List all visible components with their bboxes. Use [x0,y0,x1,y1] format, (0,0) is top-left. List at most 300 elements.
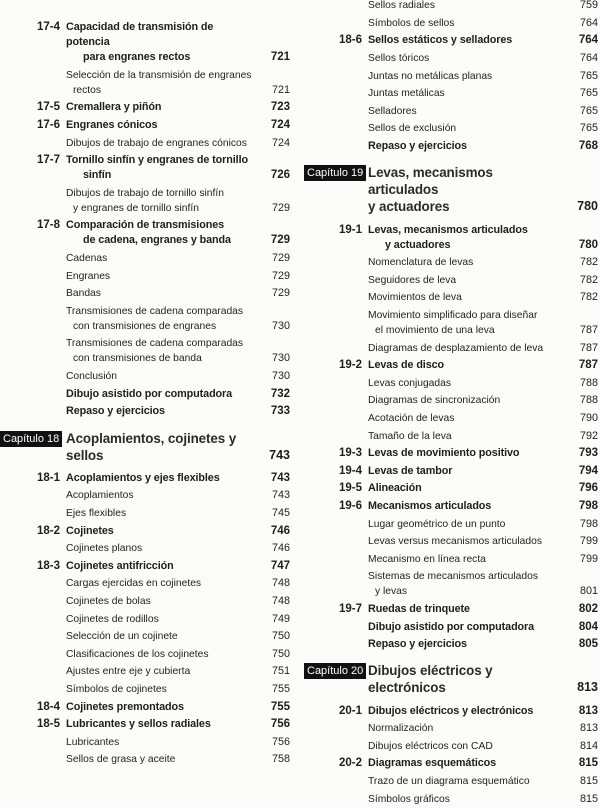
section-number [302,721,368,736]
entry-title-line: Tornillo sinfín y engranes de tornillo [66,154,248,167]
toc-subentry[interactable] [0,610,290,628]
page-number: 796 [578,482,598,495]
toc-subentry[interactable] [0,575,290,593]
entry-title-line: Trazo de un diagrama esquemático [368,776,530,788]
toc-subentry[interactable] [0,303,290,336]
section-number [302,69,368,84]
entry-title-line: Dibujos de trabajo de engranes cónicos [66,137,247,149]
page-number: 787 [579,341,598,354]
entry-title [368,308,564,338]
toc-section-entry[interactable] [0,117,290,135]
section-number [0,251,66,266]
toc-section-entry[interactable] [302,618,598,636]
page-number: 729 [271,287,290,300]
section-number: 17-5 [36,101,60,114]
section-number: 18-2 [36,524,60,537]
page-number: 729 [271,201,290,214]
entry-title [66,559,256,574]
toc-subentry[interactable] [302,120,598,138]
section-number [0,186,66,216]
toc-subentry[interactable] [0,285,290,303]
toc-subentry[interactable] [0,733,290,751]
page-number: 799 [579,552,598,565]
toc-subentry[interactable] [302,307,598,340]
page-number: 743 [270,471,290,484]
section-number [302,86,368,101]
page-number: 787 [578,359,598,372]
chapter-label: Capítulo 20 [304,663,366,679]
entry-title-line: Engranes [66,270,111,282]
toc-section-entry[interactable] [302,445,598,463]
section-number [302,0,368,13]
page-number: 765 [579,87,598,100]
entry-title-continuation: para engranes rectos [83,51,191,64]
toc-section-entry[interactable] [302,498,598,516]
entry-title-line: Ajustes entre eje y cubierta [66,666,191,678]
entry-title [368,104,564,119]
entry-title [368,481,564,496]
entry-title [66,218,256,248]
toc-section-entry[interactable] [302,601,598,619]
entry-title-continuation: sinfín [83,169,112,182]
section-number: 19-4 [338,464,362,477]
toc-section-entry[interactable] [302,32,598,50]
page-number: 801 [579,585,598,598]
toc-subentry[interactable] [302,410,598,428]
section-number [0,136,66,151]
entry-title [368,534,564,549]
toc-subentry[interactable] [302,289,598,307]
entry-title-continuation: y engranes de tornillo sinfín [73,202,199,214]
chapter-heading[interactable] [302,662,598,696]
entry-title-line: Juntas metálicas [368,88,445,100]
entry-title [368,223,564,253]
entry-title [66,629,256,644]
page-number: 721 [270,51,290,64]
toc-section-entry[interactable] [302,636,598,654]
entry-title [66,735,256,750]
page-number: 782 [579,273,598,286]
page-number: 765 [579,122,598,135]
entry-title-line: Sellos radiales [368,0,435,12]
toc-subentry[interactable] [0,681,290,699]
entry-title [368,290,564,305]
section-number [0,286,66,301]
toc-subentry[interactable] [0,267,290,285]
entry-title [368,756,564,771]
section-number [0,594,66,609]
section-number [0,541,66,556]
entry-title-line: Conclusión [66,371,117,383]
toc-subentry[interactable] [302,50,598,68]
entry-title [368,255,564,270]
toc-subentry[interactable] [302,533,598,551]
entry-title [368,376,564,391]
section-number [302,637,368,652]
entry-title [66,524,256,539]
section-number [0,404,66,419]
toc-subentry[interactable] [0,593,290,611]
entry-title [368,429,564,444]
section-number [0,612,66,627]
entry-title-line: Dibujo asistido por computadora [66,387,233,400]
entry-title-line: Cadenas [66,253,108,265]
entry-title-line: Acoplamientos [66,490,134,502]
section-number: 19-1 [338,223,362,236]
entry-title-line: Tamaño de la leva [368,430,452,442]
entry-title-line: Sellos estáticos y selladores [368,34,513,47]
toc-section-entry[interactable] [0,217,290,250]
toc-subentry[interactable] [302,773,598,791]
entry-title-continuation: el movimiento de una leva [375,325,495,337]
section-number [302,376,368,391]
entry-title-line: Cojinetes de bolas [66,595,151,607]
section-number: 17-8 [36,219,60,232]
entry-title-line: Cojinetes [66,524,114,537]
entry-title [368,662,564,696]
section-number: 18-6 [338,34,362,47]
page-number: 787 [579,324,598,337]
toc-right-column [302,0,598,808]
page-number: 813 [579,722,598,735]
toc-section-entry[interactable] [0,557,290,575]
page-number: 749 [271,612,290,625]
entry-title [66,269,256,284]
toc-section-entry[interactable] [0,152,290,185]
page-number: 721 [271,83,290,96]
toc-section-entry[interactable] [0,385,290,403]
section-number [302,104,368,119]
toc-section-entry[interactable] [0,470,290,488]
toc-section-entry[interactable] [302,480,598,498]
chapter-label: Capítulo 19 [304,165,366,181]
page-number: 746 [271,542,290,555]
entry-title [368,446,564,461]
toc-subentry[interactable] [0,487,290,505]
entry-title-line: Levas conjugadas [368,377,452,389]
toc-section-entry[interactable] [302,702,598,720]
page-number: 768 [578,140,598,153]
entry-title-line: Bandas [66,288,101,300]
section-number [302,411,368,426]
toc-subentry[interactable] [0,335,290,368]
toc-subentry[interactable] [302,720,598,738]
section-number [302,534,368,549]
section-number [0,506,66,521]
entry-title-line: Levas, mecanismos articulados [368,165,493,198]
toc-subentry[interactable] [0,628,290,646]
entry-title-line: Cojinetes planos [66,543,143,555]
entry-title [66,576,256,591]
section-number [0,336,66,366]
page-number: 756 [271,735,290,748]
toc-subentry[interactable] [0,645,290,663]
entry-title [368,16,564,31]
entry-title [368,411,564,426]
section-number [302,552,368,567]
entry-title-line: Levas de disco [368,359,445,372]
page-number: 723 [270,101,290,114]
entry-title-line: Capacidad de transmisión de potencia [66,21,214,49]
page-number: 730 [271,370,290,383]
page-number: 729 [271,252,290,265]
entry-title-line: Nomenclatura de levas [368,257,474,269]
toc-section-entry[interactable] [0,522,290,540]
entry-title-line: Movimientos de leva [368,292,462,304]
section-number [0,576,66,591]
entry-title-line: Normalización [368,723,434,735]
entry-title [368,358,564,373]
section-number [0,752,66,767]
page-number: 788 [579,376,598,389]
entry-title-line: Cojinetes antifricción [66,559,174,572]
entry-title-line: Sellos de exclusión [368,123,457,135]
entry-title-line: Acoplamientos, cojinetes y sellos [66,430,237,463]
entry-title-line: Engranes cónicos [66,119,158,132]
section-number: 19-3 [338,447,362,460]
section-number [302,273,368,288]
entry-title [368,69,564,84]
entry-title-line: Levas, mecanismos articulados [368,223,528,236]
page-number: 724 [271,136,290,149]
section-number [302,255,368,270]
entry-title-line: Sistemas de mecanismos articulados [368,571,538,583]
entry-title-line: Repaso y ejercicios [368,140,467,153]
page-number: 793 [578,447,598,460]
page-number: 730 [271,352,290,365]
entry-title [66,717,256,732]
entry-title-line: Acoplamientos y ejes flexibles [66,471,220,484]
entry-title [66,68,256,98]
toc-subentry[interactable] [0,67,290,100]
entry-title [368,164,564,215]
section-number [0,269,66,284]
entry-title-line: Levas de tambor [368,464,453,477]
page-number: 756 [270,718,290,731]
section-number [0,488,66,503]
entry-title-line: Sellos de grasa y aceite [66,754,176,766]
toc-subentry[interactable] [0,663,290,681]
toc-subentry[interactable] [302,515,598,533]
toc-subentry[interactable] [0,540,290,558]
entry-title [66,700,256,715]
toc-subentry[interactable] [302,375,598,393]
page-number: 750 [271,647,290,660]
toc-subentry[interactable] [0,505,290,523]
chapter-heading[interactable] [302,164,598,215]
page-number: 747 [270,559,290,572]
toc-subentry[interactable] [302,392,598,410]
toc-section-entry[interactable] [0,403,290,421]
entry-title-continuation: rectos [73,84,102,96]
entry-title [368,721,564,736]
page-number: 765 [579,69,598,82]
page-number: 764 [579,52,598,65]
section-number [302,429,368,444]
page-number: 748 [271,577,290,590]
entry-title [66,100,256,115]
toc-subentry[interactable] [0,185,290,218]
section-number [302,139,368,154]
entry-title-continuation: con transmisiones de engranes [73,320,217,332]
toc-subentry[interactable] [302,339,598,357]
entry-title [368,33,564,48]
toc-subentry[interactable] [302,67,598,85]
section-number: 20-2 [338,757,362,770]
toc-section-entry[interactable] [0,19,290,67]
toc-section-entry[interactable] [0,698,290,716]
toc-subentry[interactable] [302,0,598,15]
entry-title-line: Símbolos gráficos [368,793,450,805]
toc-subentry[interactable] [302,790,598,808]
section-number [302,620,368,635]
page-number: 798 [579,517,598,530]
entry-title-continuation: y levas [375,586,408,598]
entry-title-line: Lubricantes y sellos radiales [66,718,211,731]
entry-title [368,517,564,532]
entry-title-line: Cojinetes de rodillos [66,613,159,625]
toc-subentry[interactable] [0,134,290,152]
toc-section-entry[interactable] [302,221,598,254]
toc-subentry[interactable] [302,85,598,103]
toc-subentry[interactable] [302,550,598,568]
page-number: 804 [578,620,598,633]
entry-title [66,612,256,627]
section-number: 20-1 [338,704,362,717]
toc-subentry[interactable] [302,427,598,445]
entry-title-line: Símbolos de cojinetes [66,683,167,695]
entry-title [368,86,564,101]
entry-title-line: Diagramas esquemáticos [368,757,497,770]
toc-section-entry[interactable] [0,99,290,117]
section-number: 19-5 [338,482,362,495]
entry-title [66,594,256,609]
entry-title-line: Juntas no metálicas planas [368,70,493,82]
section-number [302,308,368,338]
toc-section-entry[interactable] [302,755,598,773]
page-number: 780 [577,199,598,214]
page-number: 782 [579,291,598,304]
entry-title-line: Símbolos de sellos [368,17,455,29]
toc-section-entry[interactable] [302,357,598,375]
entry-title [66,471,256,486]
section-number [302,792,368,807]
toc-subentry[interactable] [302,272,598,290]
toc-section-entry[interactable] [302,138,598,156]
section-number [302,774,368,789]
entry-title [66,647,256,662]
section-number [302,739,368,754]
page-number: 814 [579,739,598,752]
entry-title-line: Cojinetes premontados [66,700,184,713]
page-number: 802 [578,602,598,615]
entry-title [66,20,256,65]
entry-title [368,341,564,356]
entry-title-line: Mecanismo en línea recta [368,553,486,565]
entry-title [368,792,564,807]
entry-title-line: Dibujos eléctricos y electrónicos [368,663,493,696]
entry-title [368,464,564,479]
entry-title-line: Dibujos eléctricos y electrónicos [368,704,534,717]
page-number: 782 [579,256,598,269]
entry-title-line: Dibujo asistido por computadora [368,620,535,633]
entry-title [368,273,564,288]
entry-title [368,51,564,66]
entry-title [66,286,256,301]
page-number: 805 [578,638,598,651]
entry-title [66,153,256,183]
entry-title [368,121,564,136]
page-number: 751 [271,665,290,678]
section-number: 17-6 [36,119,60,132]
page-number: 750 [271,630,290,643]
section-number [0,369,66,384]
toc-left-column [0,19,290,769]
page-number: 743 [269,447,290,462]
page-number: 758 [271,753,290,766]
page-number: 729 [271,269,290,282]
section-number [302,393,368,408]
entry-title-line: Levas versus mecanismos articulados [368,536,542,548]
toc-subentry[interactable] [302,15,598,33]
section-number [302,569,368,599]
page-number: 729 [270,234,290,247]
entry-title [66,541,256,556]
entry-title-line: Dibujos eléctricos con CAD [368,740,493,752]
page-number: 798 [578,499,598,512]
page-number: 732 [270,387,290,400]
entry-title [368,393,564,408]
entry-title-line: Mecanismos articulados [368,499,492,512]
toc-subentry[interactable] [302,103,598,121]
entry-title [368,0,564,13]
entry-title-continuation: con transmisiones de banda [73,353,202,365]
page-number: 815 [579,775,598,788]
chapter-heading[interactable] [0,430,290,464]
page-number: 764 [579,16,598,29]
toc-subentry[interactable] [0,250,290,268]
toc-subentry[interactable] [0,751,290,769]
section-number [302,51,368,66]
page-number: 748 [271,594,290,607]
entry-title [368,139,564,154]
entry-title [368,774,564,789]
page-number: 755 [270,700,290,713]
entry-title [368,739,564,754]
page-number: 755 [271,682,290,695]
toc-subentry[interactable] [302,568,598,601]
page-number: 726 [270,169,290,182]
page-number: 788 [579,394,598,407]
section-number [302,16,368,31]
entry-title-continuation: y actuadores [385,238,451,251]
entry-title-line: Ejes flexibles [66,507,127,519]
toc-subentry[interactable] [0,368,290,386]
toc-subentry[interactable] [302,254,598,272]
section-number: 18-1 [36,471,60,484]
toc-section-entry[interactable] [302,462,598,480]
entry-title-line: Selección de un cojinete [66,631,178,643]
entry-title [66,136,256,151]
entry-title-line: Ruedas de trinquete [368,602,470,615]
page-number: 813 [578,704,598,717]
toc-subentry[interactable] [302,738,598,756]
section-number: 18-4 [36,700,60,713]
toc-section-entry[interactable] [0,716,290,734]
section-number: 17-4 [36,21,60,34]
entry-title [66,387,256,402]
entry-title-line: Levas de movimiento positivo [368,447,520,460]
